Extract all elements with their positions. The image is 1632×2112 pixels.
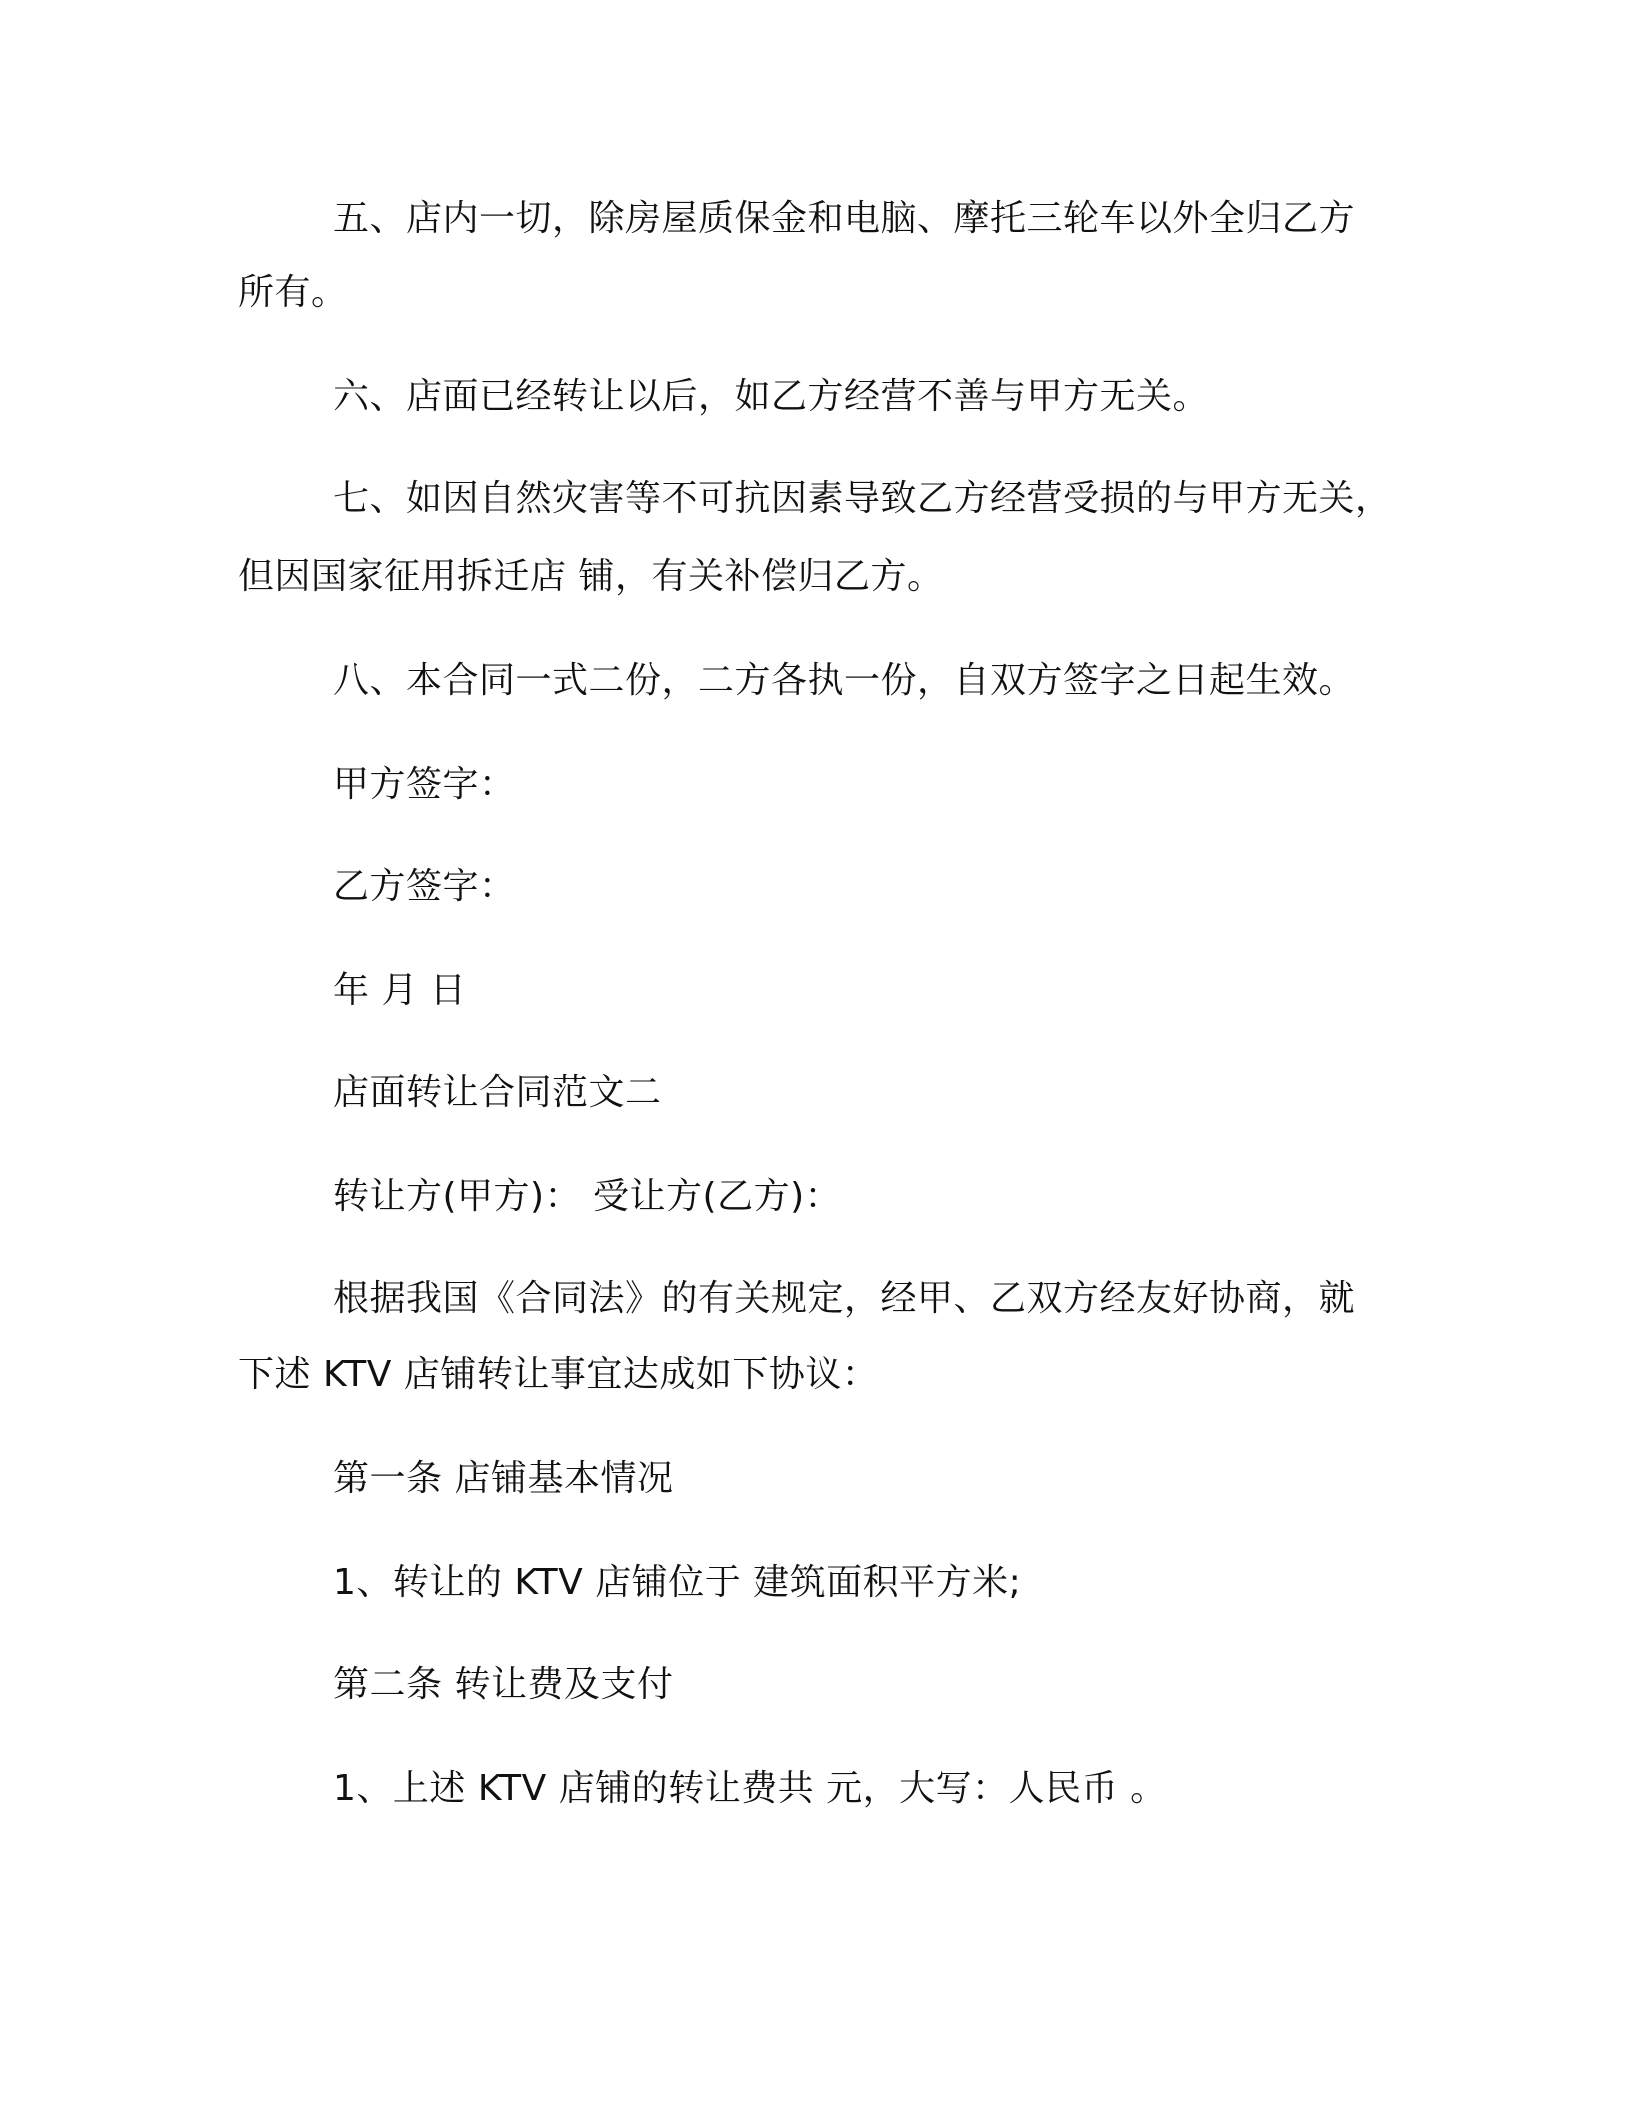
clause-5-line-2: 所有。	[238, 272, 348, 313]
section-title-2: 店面转让合同范文二	[333, 1072, 662, 1113]
party-b-signature-label: 乙方签字：	[333, 866, 516, 907]
clause-7-line-2: 但因国家征用拆迁店 铺，有关补偿归乙方。	[238, 556, 944, 597]
clause-5-line-1: 五、店内一切，除房屋质保金和电脑、摩托三轮车以外全归乙方	[333, 198, 1356, 239]
intro-line-2: 下述 KTV 店铺转让事宜达成如下协议：	[238, 1354, 879, 1395]
intro-line-1: 根据我国《合同法》的有关规定，经甲、乙双方经友好协商，就	[333, 1278, 1356, 1319]
party-a-signature-label: 甲方签字：	[333, 764, 516, 805]
article-2-heading: 第二条 转让费及支付	[333, 1664, 674, 1705]
date-line: 年 月 日	[333, 970, 467, 1011]
clause-7-line-1: 七、如因自然灾害等不可抗因素导致乙方经营受损的与甲方无关，	[333, 478, 1392, 519]
article-1-item-1: 1、转让的 KTV 店铺位于 建筑面积平方米;	[333, 1562, 1022, 1603]
article-1-heading: 第一条 店铺基本情况	[333, 1458, 674, 1499]
article-2-item-1: 1、上述 KTV 店铺的转让费共 元，大写：人民币 。	[333, 1768, 1167, 1809]
clause-8: 八、本合同一式二份，二方各执一份，自双方签字之日起生效。	[333, 660, 1356, 701]
clause-6: 六、店面已经转让以后，如乙方经营不善与甲方无关。	[333, 376, 1210, 417]
parties-line: 转让方(甲方)： 受让方(乙方)：	[333, 1176, 842, 1217]
